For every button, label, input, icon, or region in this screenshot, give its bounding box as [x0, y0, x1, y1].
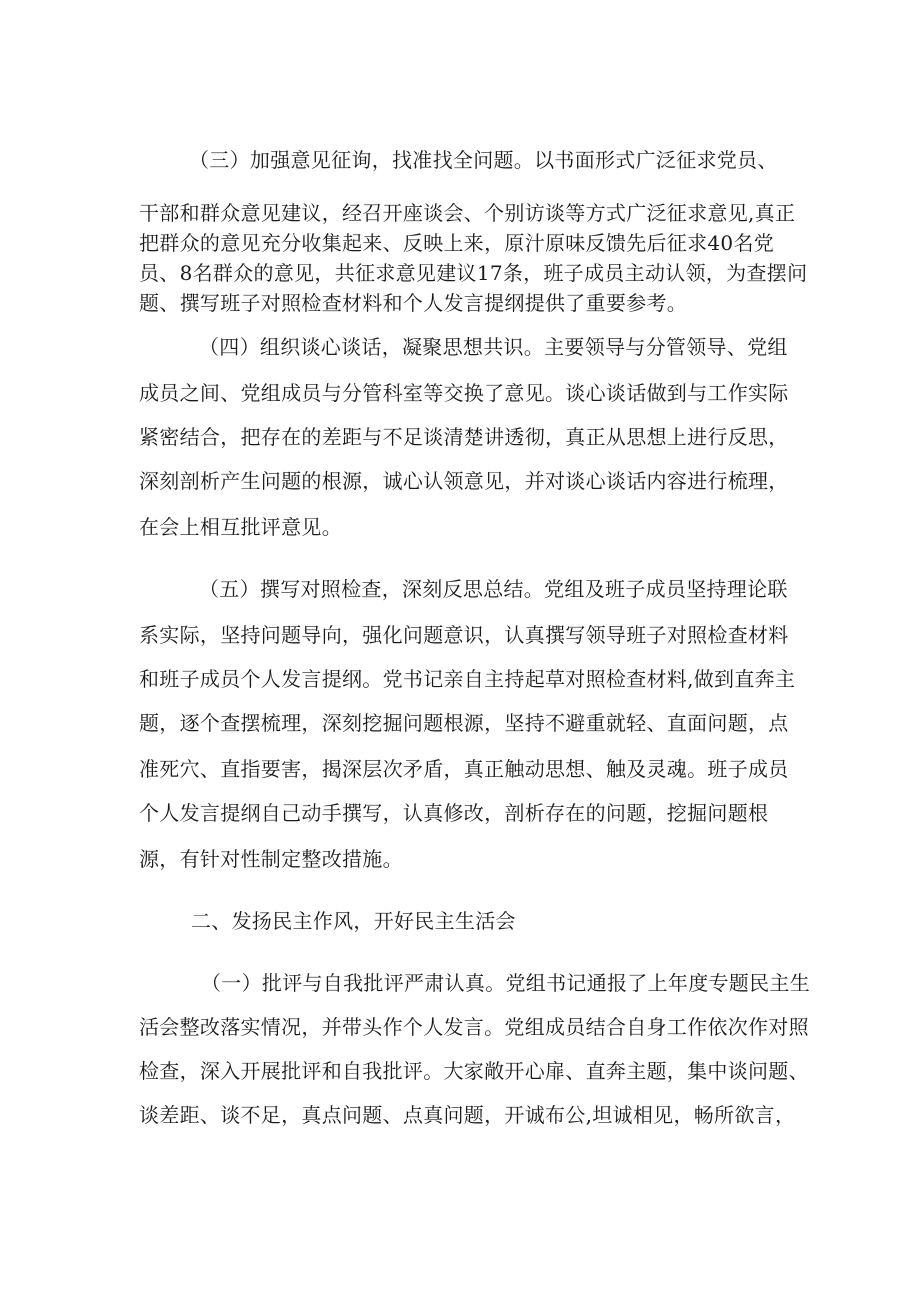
text-line: （五）撰写对照检查，深刻反思总结。党组及班子成员坚持理论联: [199, 577, 788, 601]
text-line: 深刻剖析产生问题的根源，诚心认领意见，并对谈心谈话内容进行梳理，: [139, 469, 789, 493]
text-line: 员、8名群众的意见，共征求意见建议17条，班子成员主动认领，为查摆问: [139, 261, 808, 285]
text-line: 干部和群众意见建议，经召开座谈会、个别访谈等方式广泛征求意见,真正: [139, 201, 796, 225]
text-line: （三）加强意见征询，找准找全问题。以书面形式广泛征求党员、: [189, 148, 778, 172]
text-line: 检查，深入开展批评和自我批评。大家敞开心扉、直奔主题，集中谈问题、: [139, 1059, 809, 1083]
text-line: 谈差距、谈不足，真点问题、点真问题，开诚布公,坦诚相见，畅所欲言，: [139, 1103, 796, 1127]
text-line: 在会上相互批评意见。: [139, 515, 342, 539]
text-line: 紧密结合，把存在的差距与不足谈清楚讲透彻，真正从思想上进行反思，: [139, 425, 789, 449]
text-line: 题、撰写班子对照检查材料和个人发言提纲提供了重要参考。: [139, 291, 688, 315]
text-line: 准死穴、直指要害，揭深层次矛盾，真正触动思想、触及灵魂。班子成员: [139, 757, 789, 781]
text-line: 系实际，坚持问题导向，强化问题意识，认真撰写领导班子对照检查材料: [139, 623, 789, 647]
text-line: 源，有针对性制定整改措施。: [139, 847, 403, 871]
text-line: 把群众的意见充分收集起来、反映上来，原汁原味反馈先后征求40名党: [139, 231, 775, 255]
text-line: 和班子成员个人发言提纲。党书记亲自主持起草对照检查材料,做到直奔主: [139, 667, 796, 691]
text-line: 题，逐个查摆梳理，深刻挖掘问题根源，坚持不避重就轻、直面问题，点: [139, 711, 789, 735]
text-line: 活会整改落实情况，并带头作个人发言。党组成员结合自身工作依次作对照: [139, 1015, 809, 1039]
text-line: （四）组织谈心谈话，凝聚思想共识。主要领导与分管领导、党组: [199, 335, 788, 359]
text-line: （一）批评与自我批评严肃认真。党组书记通报了上年度专题民主生: [201, 971, 810, 995]
heading-text: 二、发扬民主作风，开好民主生活会: [191, 909, 516, 933]
text-line: 成员之间、党组成员与分管科室等交换了意见。谈心谈话做到与工作实际: [139, 381, 789, 405]
text-line: 个人发言提纲自己动手撰写，认真修改，剖析存在的问题，挖掘问题根: [139, 801, 769, 825]
